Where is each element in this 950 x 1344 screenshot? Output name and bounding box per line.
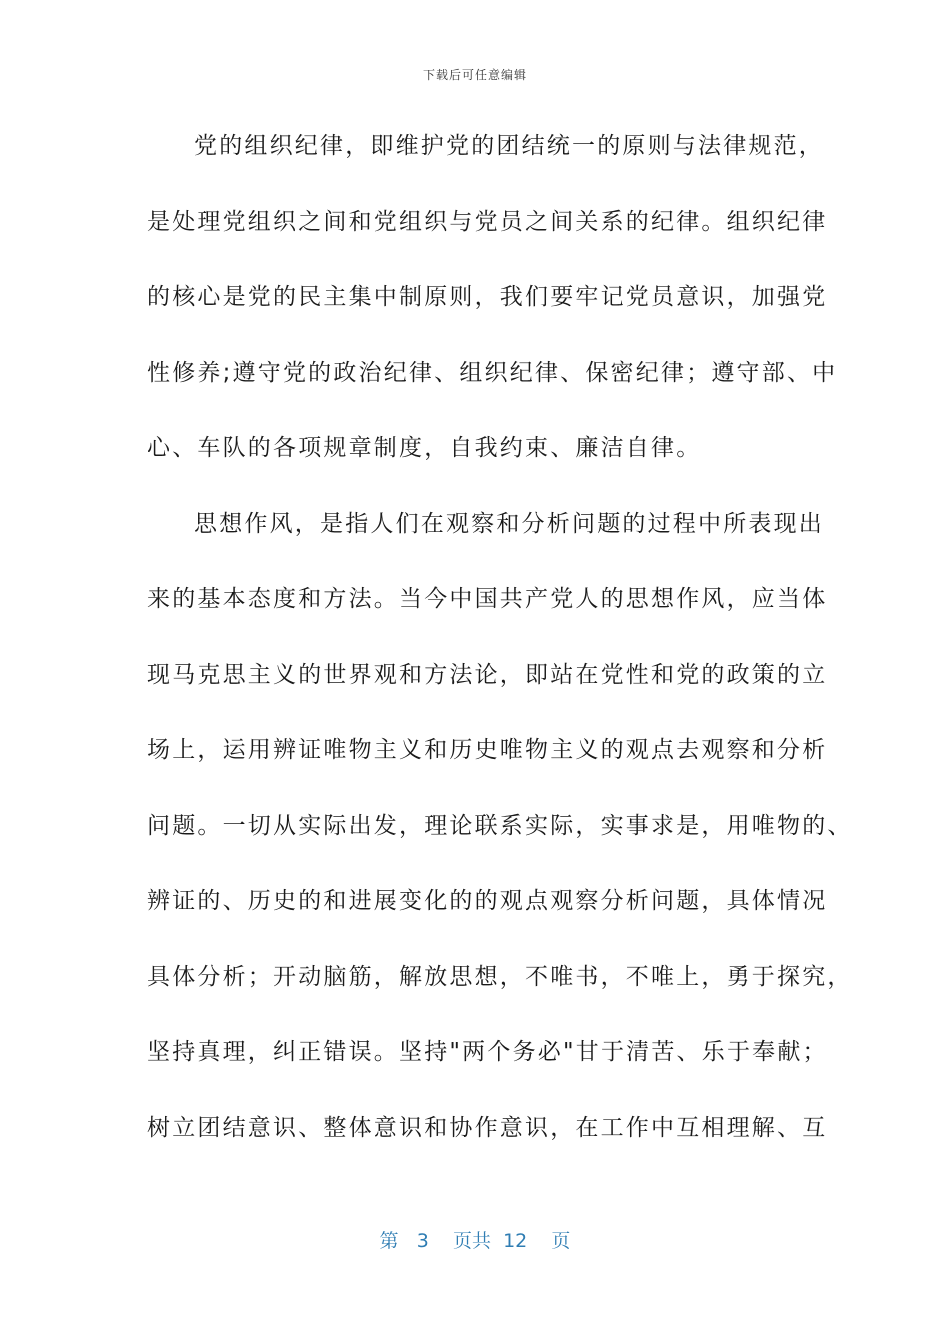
paragraph-line: 思想作风，是指人们在观察和分析问题的过程中所表现出 (194, 510, 824, 537)
paragraph-line: 树立团结意识、整体意识和协作意识，在工作中互相理解、互 (147, 1114, 828, 1141)
paragraph-line: 性修养;遵守党的政治纪律、组织纪律、保密纪律；遵守部、中 (147, 359, 838, 386)
header-note: 下载后可任意编辑 (422, 68, 527, 82)
paragraph-line: 来的基本态度和方法。当今中国共产党人的思想作风，应当体 (147, 586, 828, 612)
total-pages-number: 12 (503, 1230, 528, 1252)
footer-prefix: 第 (379, 1230, 399, 1252)
footer-suffix: 页 (551, 1230, 571, 1252)
paragraph-line: 辨证的、历史的和进展变化的的观点观察分析问题，具体情况 (147, 888, 828, 914)
paragraph-line: 场上，运用辨证唯物主义和历史唯物主义的观点去观察和分析 (147, 737, 828, 763)
paragraph-line: 是处理党组织之间和党组织与党员之间关系的纪律。组织纪律 (147, 208, 828, 235)
footer-middle: 页共 (452, 1230, 491, 1252)
paragraph-line: 具体分析；开动脑筋，解放思想，不唯书，不唯上，勇于探究， (147, 963, 853, 990)
page-footer (0, 1226, 950, 1253)
paragraph-line: 党的组织纪律，即维护党的团结统一的原则与法律规范， (194, 133, 824, 159)
document-body (147, 120, 853, 1177)
paragraph-line: 坚持真理，纠正错误。坚持"两个务必"甘于清苦、乐于奉献； (147, 1039, 828, 1065)
current-page-number: 3 (416, 1230, 429, 1252)
paragraph-line: 问题。一切从实际出发，理论联系实际，实事求是，用唯物的、 (147, 812, 853, 839)
paragraph-line: 的核心是党的民主集中制原则，我们要牢记党员意识，加强党 (147, 284, 828, 310)
paragraph-line: 现马克思主义的世界观和方法论，即站在党性和党的政策的立 (147, 661, 828, 688)
paragraph-line: 心、车队的各项规章制度，自我约束、廉洁自律。 (147, 435, 702, 461)
